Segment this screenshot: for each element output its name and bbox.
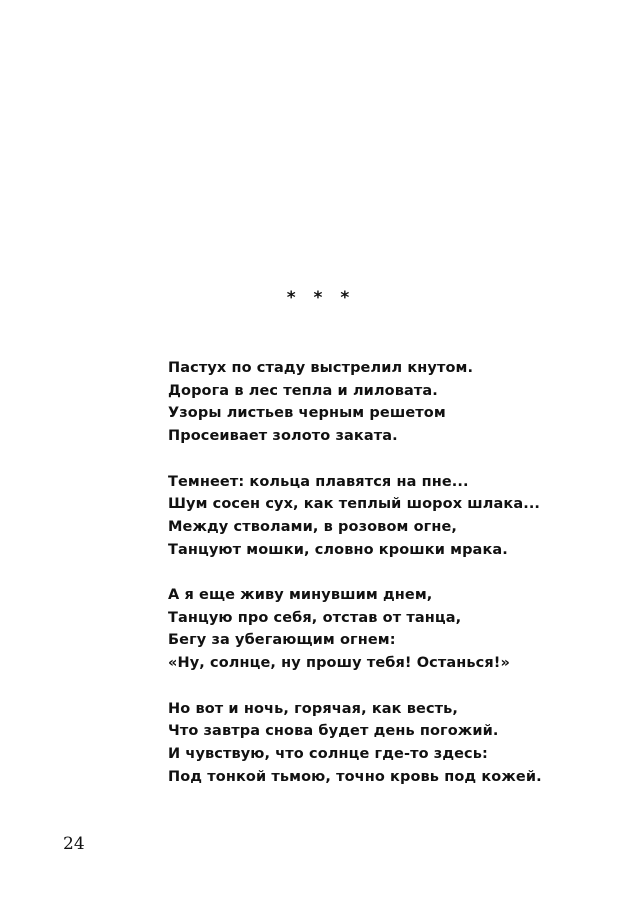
- stanza-3: [168, 584, 608, 675]
- poem-line: Просеивает золото заката.: [168, 428, 398, 445]
- section-separator: * * *: [286, 288, 356, 308]
- poem-line: Что завтра снова будет день погожий.: [168, 723, 499, 740]
- poem-line: А я еще живу минувшим днем,: [168, 587, 433, 603]
- poem-line: Темнеет: кольца плавятся на пне...: [168, 473, 469, 490]
- poem-line: Под тонкой тьмою, точно кровь под кожей.: [168, 768, 542, 785]
- stanza-1: [168, 357, 608, 448]
- stanza-2: [168, 471, 608, 562]
- poem-line: Шум сосен сух, как теплый шорох шлака...: [168, 496, 541, 513]
- poem-line: Танцуют мошки, словно крошки мрака.: [168, 541, 508, 558]
- page-number: 24: [63, 834, 85, 854]
- poem-line: Пастух по стаду выстрелил кнутом.: [168, 360, 474, 376]
- poem-line: «Ну, солнце, ну прошу тебя! Останься!»: [168, 655, 510, 672]
- poem-line: Узоры листьев черным решетом: [168, 405, 446, 422]
- poem-line: И чувствую, что солнце где-то здесь:: [168, 745, 488, 762]
- stanza-4: [168, 698, 608, 789]
- poem: [168, 357, 608, 788]
- poem-line: Танцую про себя, отстав от танца,: [168, 609, 462, 626]
- poem-line: Но вот и ночь, горячая, как весть,: [168, 700, 459, 717]
- poem-line: Бегу за убегающим огнем:: [168, 632, 396, 649]
- poem-line: Дорога в лес тепла и лиловата.: [168, 382, 438, 399]
- poem-line: Между стволами, в розовом огне,: [168, 518, 458, 535]
